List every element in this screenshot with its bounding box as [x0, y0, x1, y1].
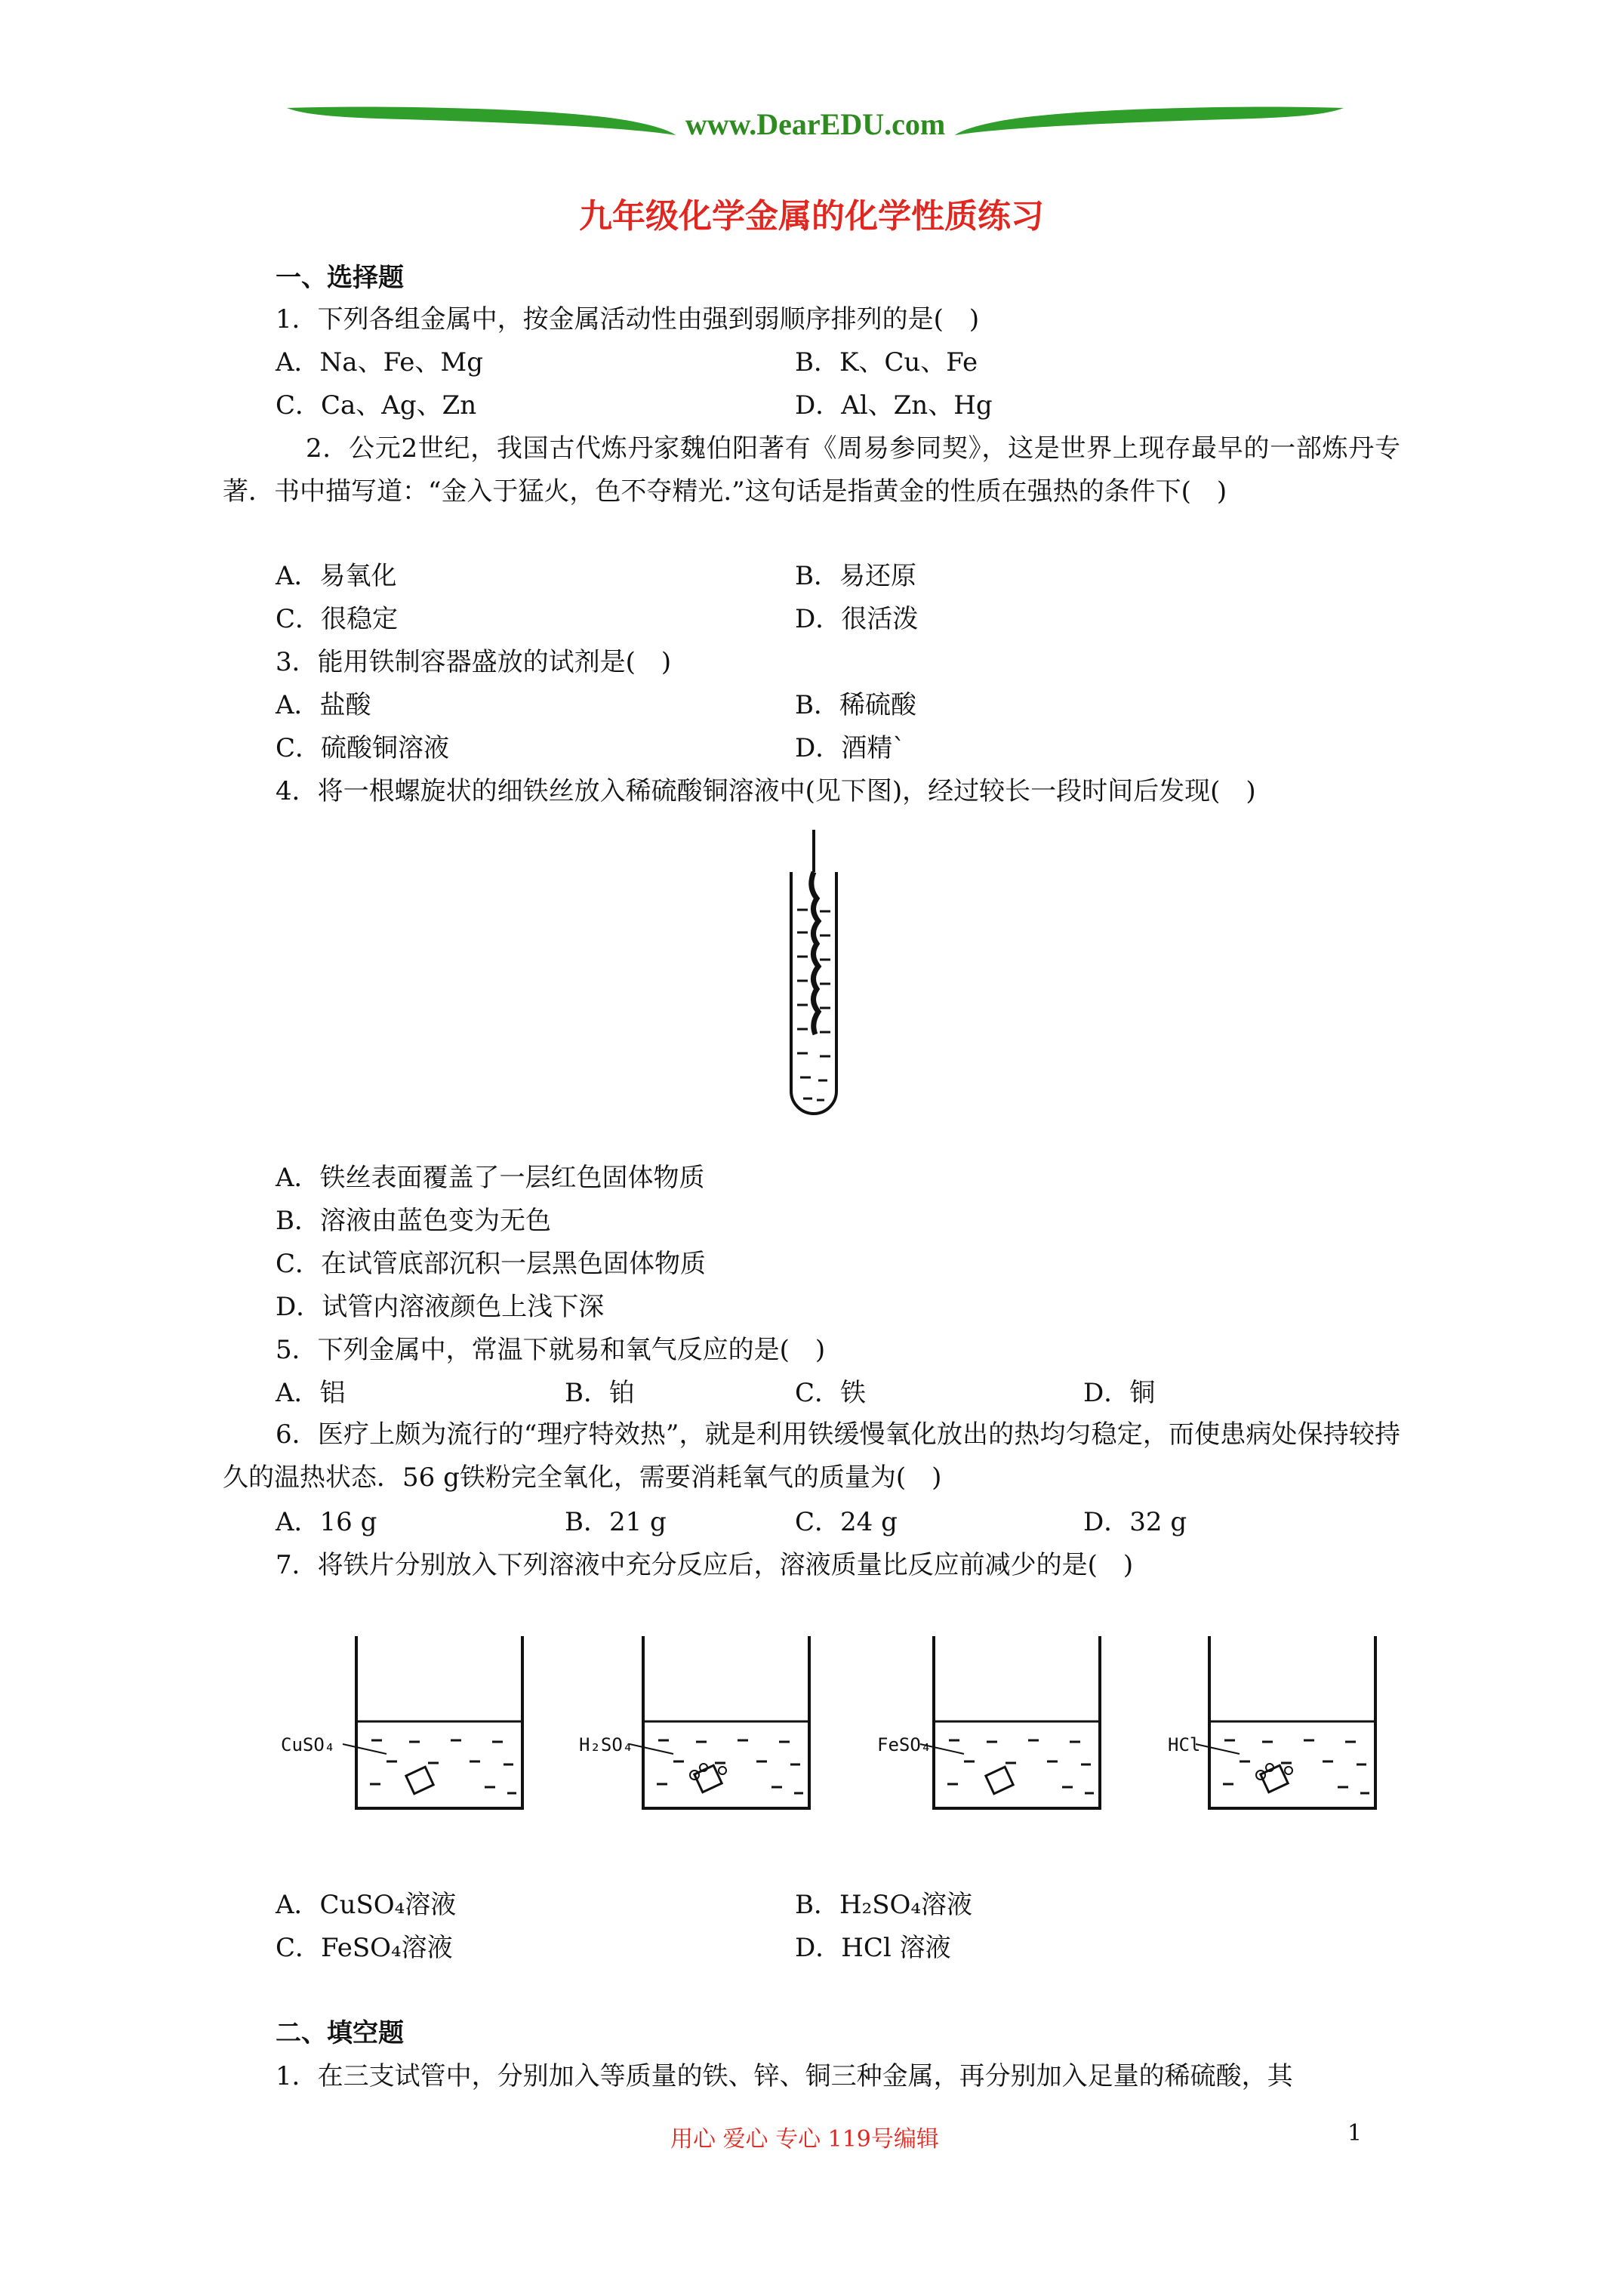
- q6-option-a: A．16 g: [276, 1507, 377, 1537]
- q6-option-b: B．21 g: [565, 1507, 667, 1537]
- q2-option-c: C．很稳定: [276, 604, 399, 634]
- q7-option-b: B．H₂SO₄溶液: [795, 1890, 973, 1920]
- fill-q1-stem: 1．在三支试管中，分别加入等质量的铁、锌、铜三种金属，再分别加入足量的稀硫酸，其: [276, 2061, 1293, 2091]
- q1-stem: 1．下列各组金属中，按金属活动性由强到弱顺序排列的是( ): [276, 304, 980, 334]
- footer-slogan: 用心 爱心 专心 119号编辑: [670, 2126, 939, 2153]
- beaker-figure-row: [281, 1627, 1390, 1831]
- q1-option-d: D．Al、Zn、Hg: [795, 390, 993, 421]
- q2-option-b: B．易还原: [795, 561, 916, 591]
- section-heading-fill: 二、填空题: [276, 2018, 404, 2048]
- q5-option-b: B．铂: [565, 1378, 635, 1408]
- q6-option-d: D．32 g: [1083, 1507, 1187, 1537]
- q7-option-c: C．FeSO₄溶液: [276, 1933, 453, 1963]
- beaker-label-feso4: FeSO₄: [877, 1734, 932, 1755]
- q1-option-c: C．Ca、Ag、Zn: [276, 390, 477, 421]
- beaker-label-cuso4: CuSO₄: [281, 1734, 336, 1755]
- beaker-label-h2so4: H₂SO₄: [579, 1734, 634, 1755]
- site-logo-text: www.DearEDU.com: [685, 107, 946, 141]
- q3-option-b: B．稀硫酸: [795, 690, 916, 720]
- q4-option-a: A．铁丝表面覆盖了一层红色固体物质: [276, 1163, 705, 1193]
- q3-option-d: D．酒精`: [795, 733, 906, 763]
- q5-stem: 5．下列金属中，常温下就易和氧气反应的是( ): [276, 1335, 826, 1365]
- q3-stem: 3．能用铁制容器盛放的试剂是( ): [276, 647, 672, 677]
- q7-option-a: A．CuSO₄溶液: [276, 1890, 457, 1920]
- q7-stem: 7．将铁片分别放入下列溶液中充分反应后，溶液质量比反应前减少的是( ): [276, 1550, 1134, 1580]
- q6-option-c: C．24 g: [795, 1507, 898, 1537]
- q4-option-c: C．在试管底部沉积一层黑色固体物质: [276, 1249, 707, 1279]
- q4-stem: 4．将一根螺旋状的细铁丝放入稀硫酸铜溶液中(见下图)，经过较长一段时间后发现( ): [276, 776, 1256, 806]
- q3-option-c: C．硫酸铜溶液: [276, 733, 450, 763]
- page-title: 九年级化学金属的化学性质练习: [579, 197, 1044, 236]
- q5-option-c: C．铁: [795, 1378, 867, 1408]
- header-banner: [287, 94, 1344, 155]
- q4-option-b: B．溶液由蓝色变为无色: [276, 1206, 551, 1236]
- q5-option-d: D．铜: [1083, 1378, 1156, 1408]
- q7-option-d: D．HCl 溶液: [795, 1933, 951, 1963]
- test-tube-figure: [778, 827, 853, 1136]
- page-number: 1: [1347, 2120, 1363, 2147]
- q2-option-a: A．易氧化: [276, 561, 397, 591]
- q1-option-b: B．K、Cu、Fe: [795, 347, 978, 378]
- q2-stem: 2．公元2世纪，我国古代炼丹家魏伯阳著有《周易参同契》，这是世界上现存最早的一部炼丹专著．书中描写道：“金入于猛火，色不夺精光.”这句话是指黄金的性质在强热的条件下( ): [223, 433, 1400, 507]
- q2-option-d: D．很活泼: [795, 604, 919, 634]
- q3-option-a: A．盐酸: [276, 690, 371, 720]
- q5-option-a: A．铝: [276, 1378, 346, 1408]
- q6-stem: 6．医疗上颇为流行的“理疗特效热”，就是利用铁缓慢氧化放出的热均匀稳定，而使患病处保持较持久的温热状态．56 g铁粉完全氧化，需要消耗氧气的质量为( ): [223, 1419, 1400, 1493]
- q1-option-a: A．Na、Fe、Mg: [276, 347, 484, 378]
- q4-option-d: D．试管内溶液颜色上浅下深: [276, 1292, 605, 1322]
- section-heading-choice: 一、选择题: [276, 263, 404, 293]
- beaker-label-hcl: HCl: [1168, 1734, 1201, 1755]
